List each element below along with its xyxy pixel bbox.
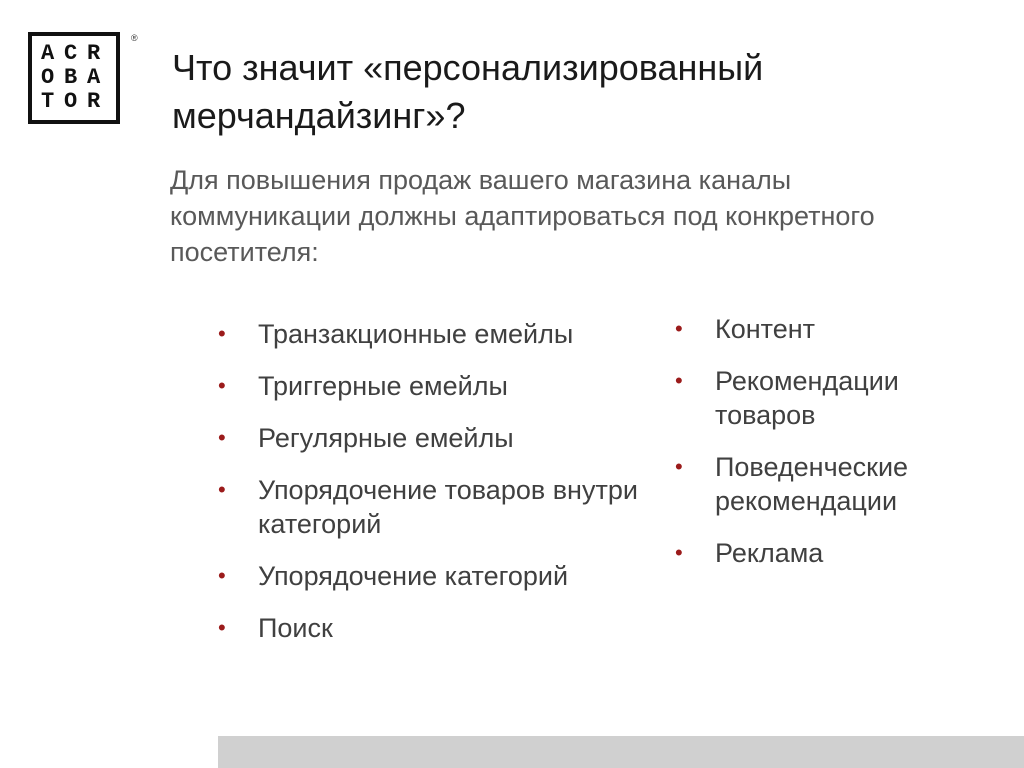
list-item [218,317,648,351]
list-item-text: Реклама [715,538,824,568]
logo-letter: A [87,65,101,90]
logo-letter: B [64,65,78,90]
list-item-text: Триггерные емейлы [258,371,508,401]
left-bullet-list [218,317,648,663]
logo-letter: A [41,41,55,66]
list-item-text: Поиск [258,613,333,643]
logo-letter: T [41,89,55,114]
list-item [218,421,648,455]
list-item [675,364,975,432]
bullet-icon: • [218,563,226,588]
list-item [675,450,975,518]
list-item-text: Упорядочение категорий [258,561,569,591]
logo-letter: R [87,41,101,66]
list-item-text: Контент [715,314,816,344]
list-item-text: Транзакционные емейлы [258,319,574,349]
list-item [218,473,648,541]
list-item-text: Рекомендации товаров [715,366,899,430]
list-item [218,559,648,593]
bullet-icon: • [675,454,683,479]
registered-mark: ® [131,33,138,43]
logo-letter: O [64,89,78,114]
subtitle: Для повышения продаж вашего магазина каналы коммуникации должны адаптироваться под конкретного посетителя: [170,165,875,267]
page-title: Что значит «персонализированный мерчандайзинг»? [172,47,764,136]
bullet-icon: • [675,368,683,393]
logo-letter: C [64,41,78,66]
bullet-icon: • [675,540,683,565]
bullet-icon: • [218,373,226,398]
list-item-text: Регулярные емейлы [258,423,514,453]
list-item [675,536,975,570]
bullet-icon: • [675,316,683,341]
list-item-text: Поведенческие рекомендации [715,452,909,516]
bullet-icon: • [218,477,226,502]
list-item [675,312,975,346]
list-item [218,369,648,403]
list-item-text: Упорядочение товаров внутри категорий [258,475,638,539]
right-bullet-list [675,312,975,588]
acrobator-logo [28,32,120,124]
bullet-icon: • [218,425,226,450]
bullet-icon: • [218,615,226,640]
logo-letter: R [87,89,101,114]
footer-bar [218,736,1024,768]
list-item [218,611,648,645]
logo-letter: O [41,65,55,90]
logo-letters [41,42,110,114]
bullet-icon: • [218,321,226,346]
